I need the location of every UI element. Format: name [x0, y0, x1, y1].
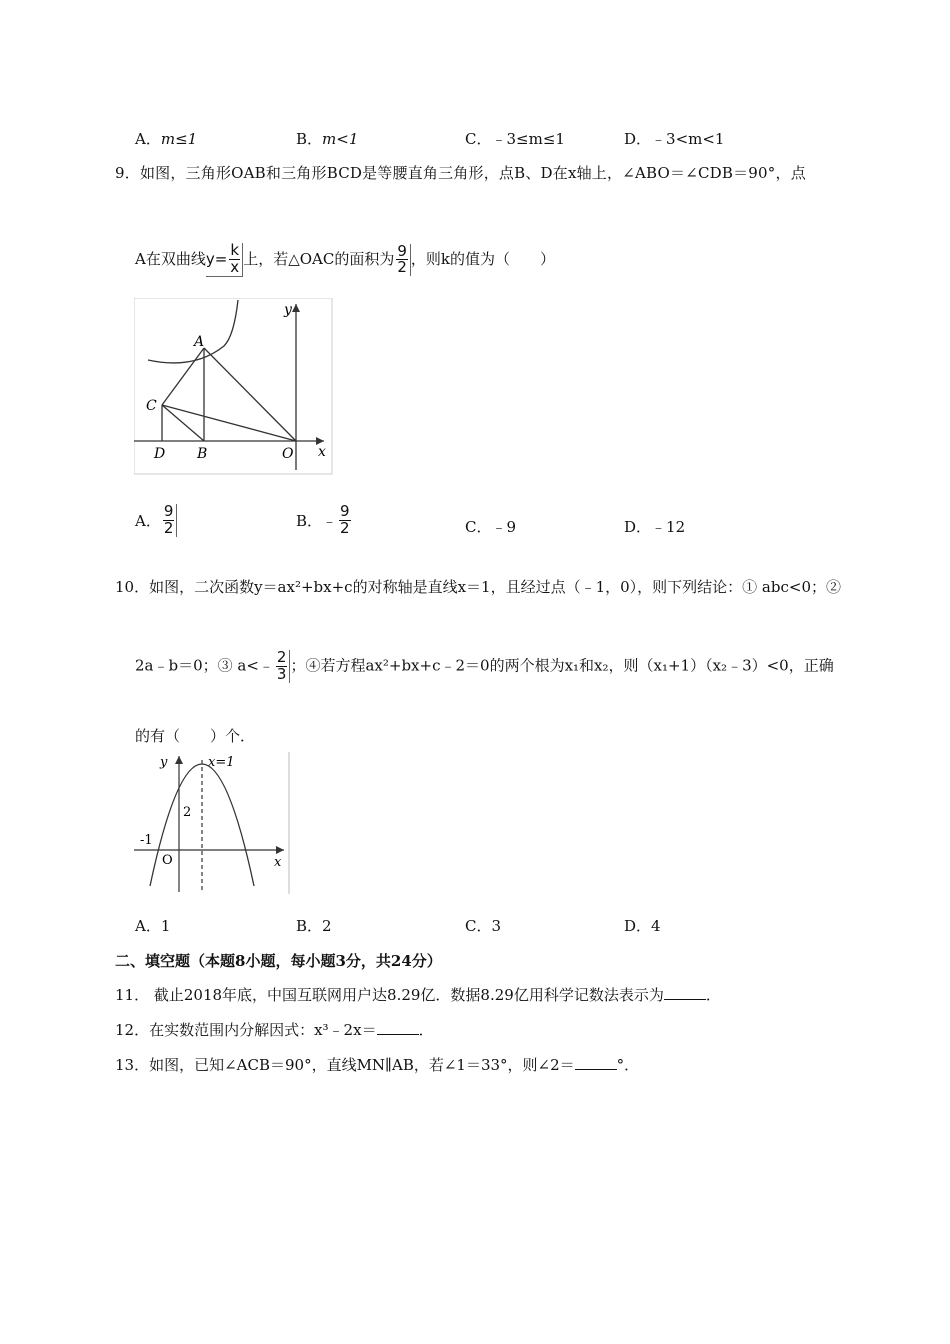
- q9-option-c: C．﹣9: [465, 518, 517, 536]
- q8-option-a: A．m≤1: [135, 130, 198, 148]
- q13-blank[interactable]: [575, 1055, 617, 1070]
- label-d: D: [154, 446, 166, 462]
- q9-option-b: B．﹣ $\frac{9}{2}$: [296, 502, 350, 537]
- q8-option-d: D．﹣3<m<1: [624, 130, 725, 148]
- q10-option-d: D．4: [624, 917, 661, 935]
- q11: 11． 截止2018年底，中国互联网用户达8.29亿．数据8.29亿用科学记数法表示为 ．: [115, 986, 721, 1004]
- q10-option-c: C．3: [465, 917, 502, 935]
- q12-blank[interactable]: [377, 1020, 419, 1035]
- q11-blank[interactable]: [664, 985, 706, 1000]
- label-x: x: [318, 444, 326, 460]
- q10-figure: [134, 752, 292, 894]
- q10-stem-line1: 10．如图，二次函数y＝ax²+bx+c的对称轴是直线x＝1，且经过点（﹣1，0），则下列结论：① abc<0；②: [115, 578, 841, 596]
- label-c: C: [146, 398, 157, 414]
- section-title: 二、填空题（本题8小题，每小题3分，共24分）: [115, 952, 442, 970]
- q10-option-b: B．2: [296, 917, 332, 935]
- q10-stem-line2: 2a﹣b＝0；③ a<﹣ $\frac{2}{3}$ ；④若方程ax²+bx+c﹣2＝0的两个根为x₁和x₂，则（x₁+1）（x₂﹣3）<0，正确: [135, 648, 834, 683]
- q10-option-a: A．1: [135, 917, 171, 935]
- y-axis-arrow: [175, 756, 183, 764]
- label-y: y: [284, 302, 292, 318]
- label-b: B: [197, 446, 208, 462]
- label-a: A: [194, 334, 205, 350]
- label-axis: x=1: [208, 755, 235, 770]
- q9-option-d: D．﹣12: [624, 518, 686, 536]
- q12: 12．在实数范围内分解因式：x³﹣2x＝ ．: [115, 1021, 434, 1039]
- q9-figure: [134, 298, 334, 476]
- label-origin: O: [162, 853, 173, 868]
- q13: 13．如图，已知∠ACB＝90°，直线MN∥AB，若∠1＝33°，则∠2＝ °．: [115, 1056, 640, 1074]
- q8-option-b: B．m<1: [296, 130, 359, 148]
- q9-option-a: A． $\frac{9}{2}$: [135, 504, 177, 537]
- label-two: 2: [183, 805, 192, 820]
- q8-option-c: C．﹣3≤m≤1: [465, 130, 565, 148]
- q9-stem-line2: A在双曲线y= $\frac{k}{x}$ 上，若△OAC的面积为 $\frac{9}{2}$ ，则k的值为（ ）: [135, 241, 555, 277]
- q9-stem-line1: 9．如图，三角形OAB和三角形BCD是等腰直角三角形，点B、D在x轴上，∠ABO＝∠CDB＝90°，点: [115, 164, 806, 182]
- x-axis-arrow: [276, 846, 284, 854]
- q10-stem-line3: 的有（ ）个．: [135, 727, 256, 745]
- label-y: y: [160, 755, 168, 770]
- label-minus-one: -1: [140, 833, 153, 848]
- label-x: x: [274, 855, 282, 870]
- label-o: O: [282, 446, 294, 462]
